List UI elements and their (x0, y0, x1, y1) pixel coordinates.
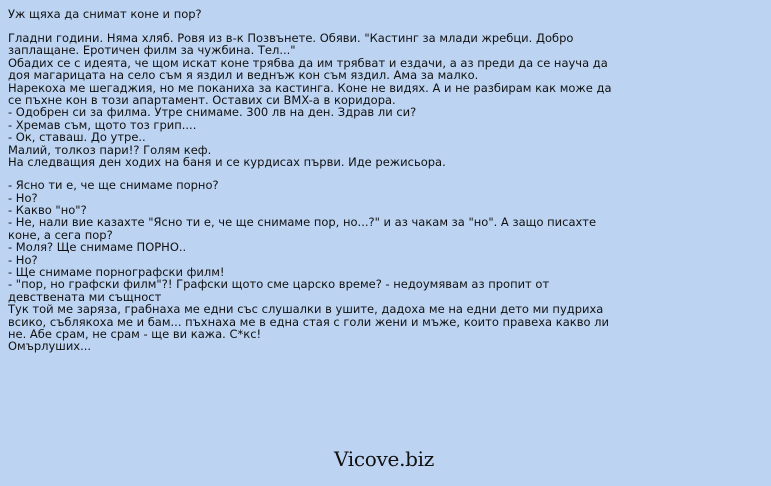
text-line: Омърлуших... (8, 339, 92, 354)
text-line: не. Абе срам, не срам - ще ви кажа. С*кс! (8, 326, 262, 341)
text-line: заплащане. Еротичен филм за чужбина. Тел..." (8, 43, 296, 58)
site-watermark: Vicove.biz (334, 447, 434, 471)
story-text (8, 32, 768, 353)
text-line: - Не, нали вие казахте "Ясно ти е, че ще снимаме пор, но...?" и аз чакам за "но". А защо писахте (8, 215, 597, 230)
text-line: доя магарицата на село съм я яздил и веднъж кон съм яздил. Ама за малко. (8, 68, 479, 83)
text-line: - Ок, ставаш. До утре.. (8, 130, 146, 145)
text-line: Тук той ме заряза, грабнаха ме едни със слушалки в ушите, дадоха ме на едни дето ми пудриха (8, 302, 604, 317)
text-line: На следващия ден ходих на баня и се курдисах първи. Иде режисьора. (8, 154, 446, 169)
text-line: всико, съблякоха ме и бам... пъхнаха ме в една стая с голи жени и мъже, които правеха какво ли (8, 314, 609, 329)
paragraph-1 (8, 32, 768, 168)
text-line: Нарекоха ме шегаджия, но ме поканиха за кастинга. Коне не видях. А и не разбирам как може да (8, 80, 612, 95)
text-line: - Хремав съм, щото тоз грип.... (8, 117, 197, 132)
text-line: - Моля? Ще снимаме ПОРНО.. (8, 240, 187, 255)
text-line: - Но? (8, 190, 38, 205)
text-line: - Но? (8, 252, 38, 267)
text-line: Гладни години. Няма хляб. Ровя из в-к Позвънете. Обяви. "Кастинг за млади жребци. Добро (8, 31, 574, 45)
page-title: Уж щяха да снимат коне и пор? (8, 7, 202, 21)
text-line: - Одобрен си за филма. Утре снимаме. 300 лв на ден. Здрав ли си? (8, 105, 417, 120)
text-line: - "пор, но графски филм"?! Графски щото сме царско време? - недоумявам аз пропит от (8, 277, 550, 292)
text-line: Малий, толкоз пари!? Голям кеф. (8, 142, 212, 157)
paragraph-2 (8, 179, 768, 352)
text-line: - Ще снимаме порнографски филм! (8, 265, 225, 280)
text-line: коне, а сега пор? (8, 227, 113, 242)
text-line: Обадих се с идеята, че щом искат коне трябва да им трябват и ездачи, а аз преди да се науча да (8, 55, 608, 70)
text-line: - Какво "но"? (8, 203, 87, 218)
text-line: девствената ми същност (8, 289, 162, 304)
text-line: се пъхне кон в този апартамент. Оставих си BMX-a в коридора. (8, 92, 396, 107)
text-line: - Ясно ти е, че ще снимаме порно? (8, 178, 219, 193)
